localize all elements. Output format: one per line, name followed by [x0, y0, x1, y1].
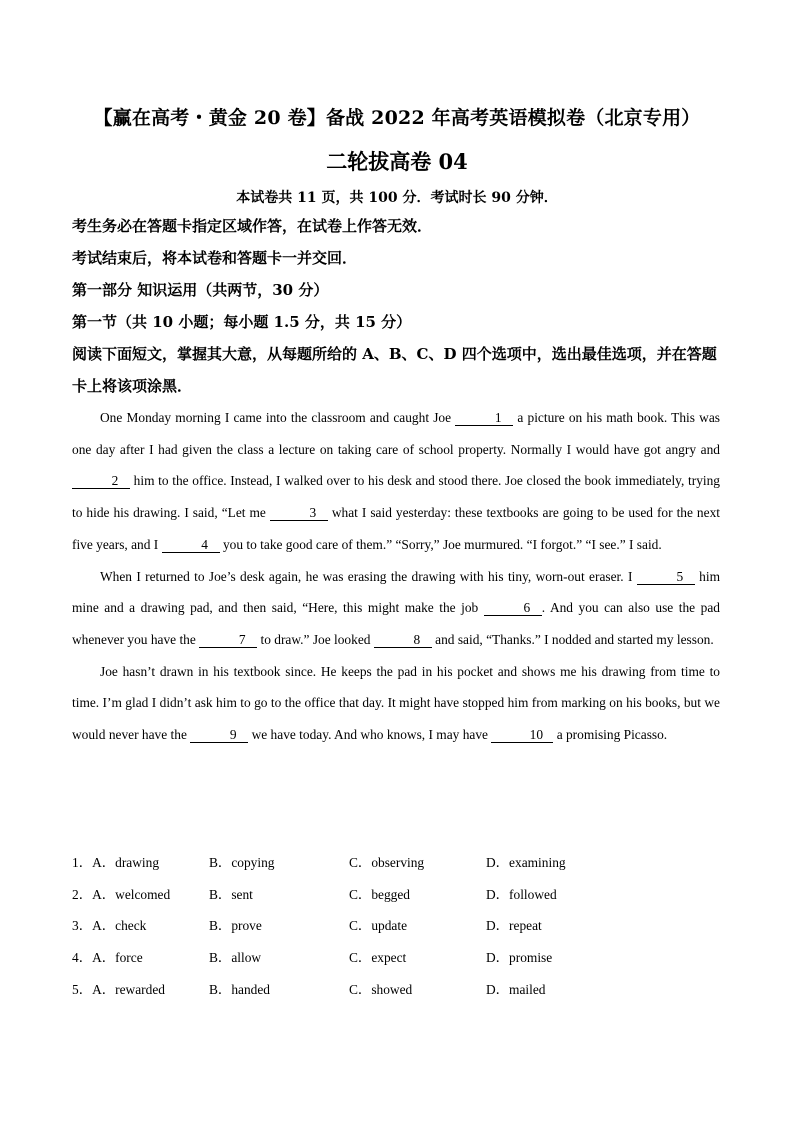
option-b[interactable]: B．handed: [209, 981, 270, 997]
question-number-and-option-a[interactable]: 4．A．force: [72, 950, 143, 966]
passage-paragraph-2: When I returned to Joe’s desk again, he was erasing the drawing with his tiny, worn-out eraser. I 5 him mine and a drawing pad, and then said, “Here, this might make the job 6 . And you can also use the pad whenever you have the 7 to draw.” Joe looked 8 and said, “Thanks.” I nodded and started my lesson.: [72, 568, 720, 647]
question-number-and-option-a[interactable]: 1．A．drawing: [72, 855, 160, 870]
option-b[interactable]: B．allow: [209, 950, 262, 966]
question-options: [72, 847, 722, 1005]
question-row: [72, 942, 722, 974]
option-d[interactable]: D．examining: [486, 855, 566, 870]
question-number-and-option-a[interactable]: 3．A．check: [72, 918, 147, 934]
exam-meta: 本试卷共 11 页，共 100 分．考试时长 90 分钟．: [236, 190, 558, 206]
option-d[interactable]: D．promise: [486, 950, 553, 966]
option-b[interactable]: B．prove: [209, 918, 262, 934]
option-b[interactable]: B．sent: [209, 886, 253, 902]
directions: 阅读下面短文，掌握其大意，从每题所给的 A、B、C、D 四个选项中，选出最佳选项，并在答题卡上将该项涂黑．: [72, 345, 717, 395]
option-c[interactable]: C．showed: [349, 981, 413, 997]
part-heading: 第一部分 知识运用（共两节，30 分）: [72, 281, 329, 299]
question-row: [72, 910, 722, 942]
question-row: [72, 847, 722, 879]
blank-10: 10: [491, 728, 553, 743]
instruction-line-1: 考生务必在答题卡指定区域作答，在试卷上作答无效．: [72, 217, 433, 235]
question-number-and-option-a[interactable]: 5．A．rewarded: [72, 981, 165, 997]
option-c[interactable]: C．expect: [349, 950, 407, 966]
passage-paragraph-1: One Monday morning I came into the classroom and caught Joe 1 a picture on his math book. This was one day after I had given the class a lecture on taking care of school property. Normally I would have got angry and 2 him to the office. Instead, I walked over to his desk and stood there. Joe closed the book immediately, trying to hide his drawing. I said, “Let me 3 what I said yesterday: these textbooks are going to be used for the next five years, and I 4 you to take good care of them.” “Sorry,” Joe murmured. “I forgot.” “I see.” I said.: [72, 410, 720, 552]
blank-1: 1: [455, 411, 513, 426]
blank-6: 6: [484, 601, 542, 616]
blank-7: 7: [199, 633, 257, 648]
option-c[interactable]: C．observing: [349, 855, 425, 870]
question-number-and-option-a[interactable]: 2．A．welcomed: [72, 886, 171, 902]
blank-3: 3: [270, 506, 328, 521]
blank-4: 4: [162, 538, 220, 553]
blank-9: 9: [190, 728, 248, 743]
option-c[interactable]: C．update: [349, 918, 408, 934]
cloze-passage: [72, 402, 720, 751]
passage-paragraph-3: Joe hasn’t drawn in his textbook since. He keeps the pad in his pocket and shows me his drawing from time to time. I’m glad I didn’t ask him to go to the office that day. It might have stopped him from marking on his books, but we would never have the 9 we have today. And who knows, I may have 10 a promising Picasso.: [72, 663, 720, 743]
question-row: [72, 974, 722, 1006]
option-b[interactable]: B．copying: [209, 855, 275, 870]
blank-5: 5: [637, 570, 695, 585]
option-d[interactable]: D．repeat: [486, 918, 542, 934]
option-c[interactable]: C．begged: [349, 886, 410, 902]
question-row: [72, 879, 722, 911]
option-d[interactable]: D．followed: [486, 886, 557, 902]
exam-subtitle: 二轮拔高卷 04: [326, 149, 468, 174]
section-heading: 第一节（共 10 小题；每小题 1.5 分，共 15 分）: [72, 313, 412, 331]
exam-title: 【赢在高考・黄金 20 卷】备战 2022 年高考英语模拟卷（北京专用）: [93, 107, 701, 129]
blank-8: 8: [374, 633, 432, 648]
option-d[interactable]: D．mailed: [486, 981, 546, 997]
blank-2: 2: [72, 474, 130, 489]
instruction-line-2: 考试结束后，将本试卷和答题卡一并交回．: [72, 249, 358, 267]
